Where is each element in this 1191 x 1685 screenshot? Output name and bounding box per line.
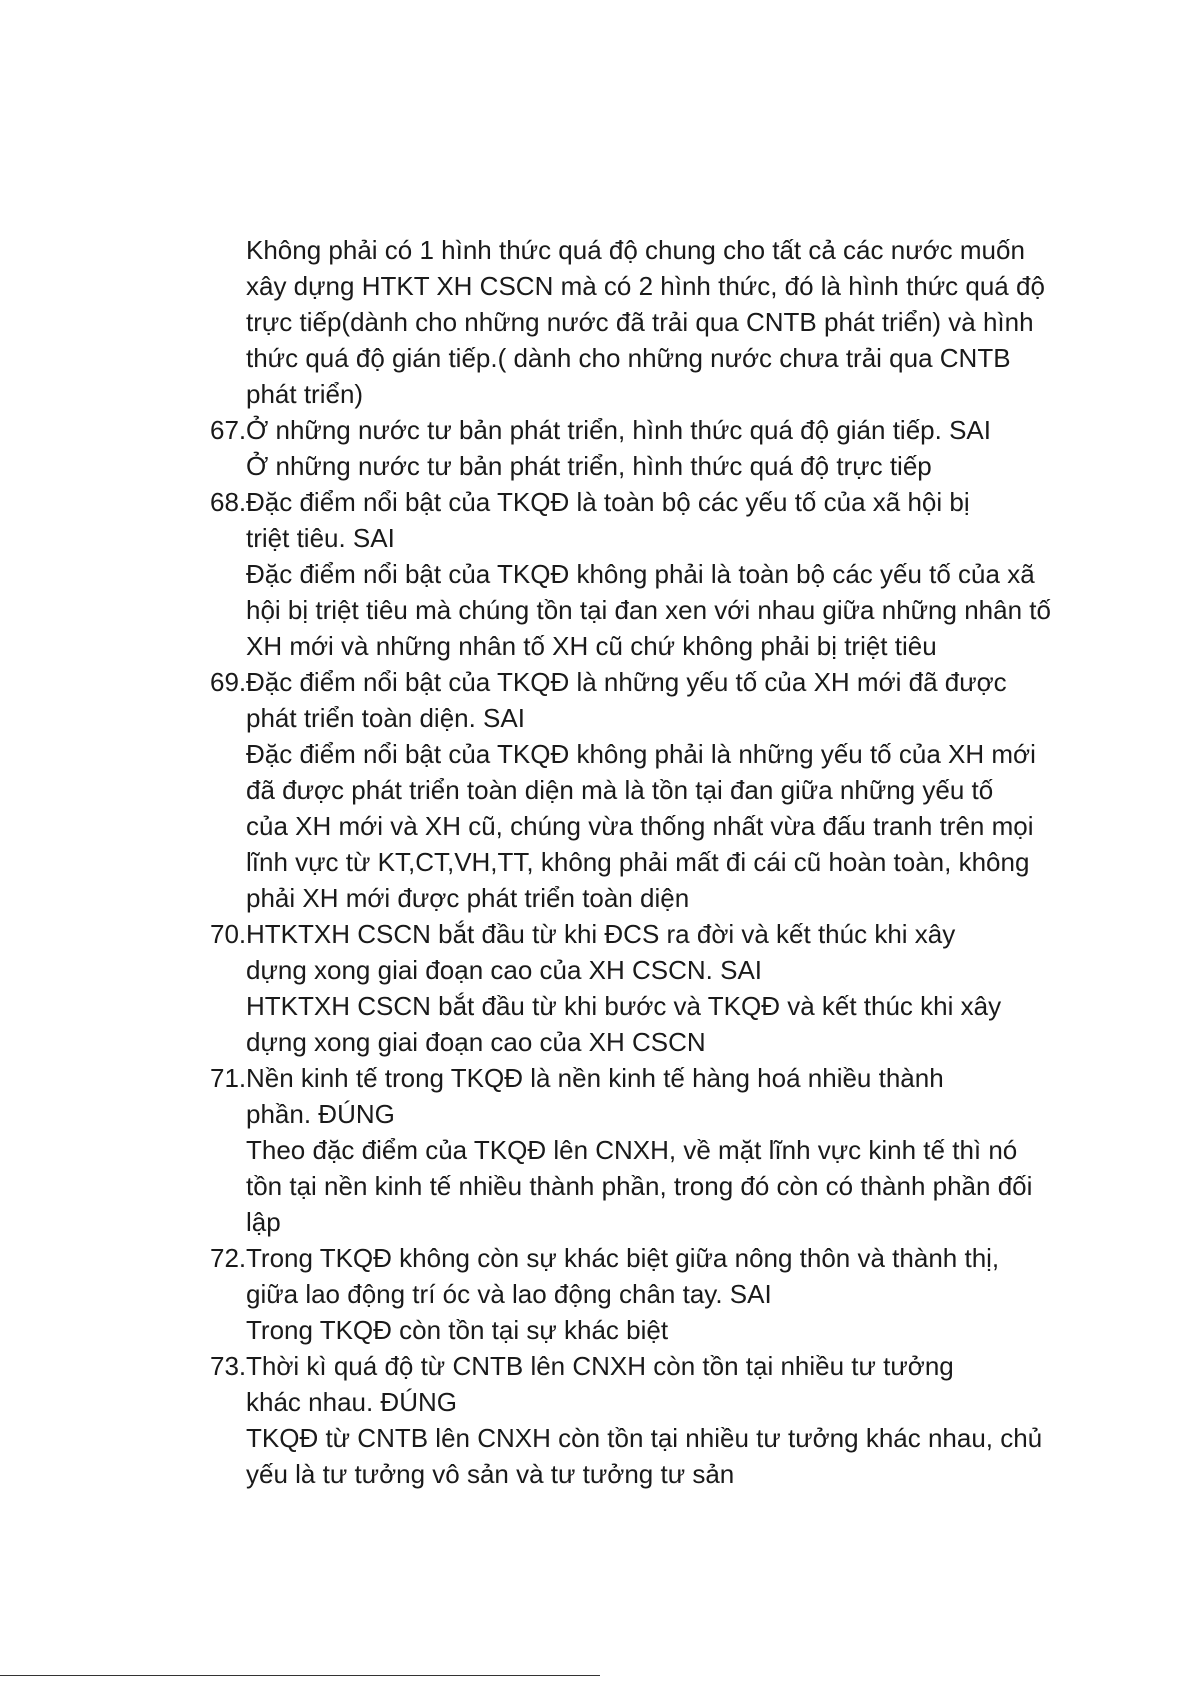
- item-73: [210, 1348, 1110, 1492]
- bottom-rule: [0, 1675, 600, 1676]
- question-line: [210, 664, 1110, 700]
- intro-line: trực tiếp(dành cho những nước đã trải qua CNTB phát triển) và hình: [246, 307, 1034, 337]
- question-line: [210, 484, 1110, 520]
- answer-line: đã được phát triển toàn diện mà là tồn tại đan giữa những yếu tố: [246, 775, 994, 805]
- answer-line: Ở những nước tư bản phát triển, hình thức quá độ trực tiếp: [246, 451, 932, 481]
- document-content: [210, 232, 1110, 1492]
- question-line: triệt tiêu. SAI: [246, 523, 395, 553]
- question-line: [210, 916, 1110, 952]
- item-number: 68.: [210, 487, 247, 517]
- question-line: [210, 1348, 1110, 1384]
- item-number: 67.: [210, 415, 247, 445]
- item-number: 71.: [210, 1063, 247, 1093]
- question-text: Đặc điểm nổi bật của TKQĐ là toàn bộ các yếu tố của xã hội bị: [246, 487, 970, 517]
- question-line: [210, 412, 1110, 448]
- item-71: [210, 1060, 1110, 1240]
- answer-line: XH mới và những nhân tố XH cũ chứ không phải bị triệt tiêu: [246, 631, 937, 661]
- item-72: [210, 1240, 1110, 1348]
- answer-line: Đặc điểm nổi bật của TKQĐ không phải là toàn bộ các yếu tố của xã: [246, 559, 1035, 589]
- answer-line: hội bị triệt tiêu mà chúng tồn tại đan xen với nhau giữa những nhân tố: [246, 595, 1051, 625]
- question-line: khác nhau. ĐÚNG: [246, 1387, 457, 1417]
- item-70: [210, 916, 1110, 1060]
- question-text: HTKTXH CSCN bắt đầu từ khi ĐCS ra đời và kết thúc khi xây: [246, 919, 956, 949]
- question-line: [210, 1240, 1110, 1276]
- intro-paragraph: [210, 232, 1110, 412]
- question-line: giữa lao động trí óc và lao động chân tay. SAI: [246, 1279, 772, 1309]
- answer-line: dựng xong giai đoạn cao của XH CSCN: [246, 1027, 706, 1057]
- question-text: Trong TKQĐ không còn sự khác biệt giữa nông thôn và thành thị,: [246, 1243, 1000, 1273]
- answer-line: HTKTXH CSCN bắt đầu từ khi bước và TKQĐ và kết thúc khi xây: [246, 991, 1002, 1021]
- item-68: [210, 484, 1110, 664]
- answer-line: lĩnh vực từ KT,CT,VH,TT, không phải mất đi cái cũ hoàn toàn, không: [246, 847, 1030, 877]
- question-line: phần. ĐÚNG: [246, 1099, 395, 1129]
- question-text: Ở những nước tư bản phát triển, hình thức quá độ gián tiếp. SAI: [246, 415, 991, 445]
- answer-line: Theo đặc điểm của TKQĐ lên CNXH, về mặt lĩnh vực kinh tế thì nó: [246, 1135, 1018, 1165]
- item-67: [210, 412, 1110, 484]
- question-text: Nền kinh tế trong TKQĐ là nền kinh tế hàng hoá nhiều thành: [246, 1063, 944, 1093]
- intro-line: xây dựng HTKT XH CSCN mà có 2 hình thức, đó là hình thức quá độ: [246, 271, 1045, 301]
- answer-line: TKQĐ từ CNTB lên CNXH còn tồn tại nhiều tư tưởng khác nhau, chủ: [246, 1423, 1043, 1453]
- intro-line: Không phải có 1 hình thức quá độ chung cho tất cả các nước muốn: [246, 235, 1025, 265]
- item-number: 69.: [210, 667, 247, 697]
- intro-line: thức quá độ gián tiếp.( dành cho những nước chưa trải qua CNTB: [246, 343, 1011, 373]
- question-line: dựng xong giai đoạn cao của XH CSCN. SAI: [246, 955, 763, 985]
- item-number: 73.: [210, 1351, 247, 1381]
- question-text: Đặc điểm nổi bật của TKQĐ là những yếu tố của XH mới đã được: [246, 667, 1007, 697]
- intro-line: phát triển): [246, 379, 364, 409]
- item-number: 72.: [210, 1243, 247, 1273]
- question-line: phát triển toàn diện. SAI: [246, 703, 525, 733]
- answer-line: lập: [246, 1207, 281, 1237]
- question-text: Thời kì quá độ từ CNTB lên CNXH còn tồn tại nhiều tư tưởng: [246, 1351, 954, 1381]
- item-69: [210, 664, 1110, 916]
- answer-line: yếu là tư tưởng vô sản và tư tưởng tư sản: [246, 1459, 735, 1489]
- question-line: [210, 1060, 1110, 1096]
- answer-line: tồn tại nền kinh tế nhiều thành phần, trong đó còn có thành phần đối: [246, 1171, 1033, 1201]
- answer-line: Đặc điểm nổi bật của TKQĐ không phải là những yếu tố của XH mới: [246, 739, 1036, 769]
- item-number: 70.: [210, 919, 247, 949]
- answer-line: Trong TKQĐ còn tồn tại sự khác biệt: [246, 1315, 669, 1345]
- answer-line: của XH mới và XH cũ, chúng vừa thống nhất vừa đấu tranh trên mọi: [246, 811, 1034, 841]
- answer-line: phải XH mới được phát triển toàn diện: [246, 883, 690, 913]
